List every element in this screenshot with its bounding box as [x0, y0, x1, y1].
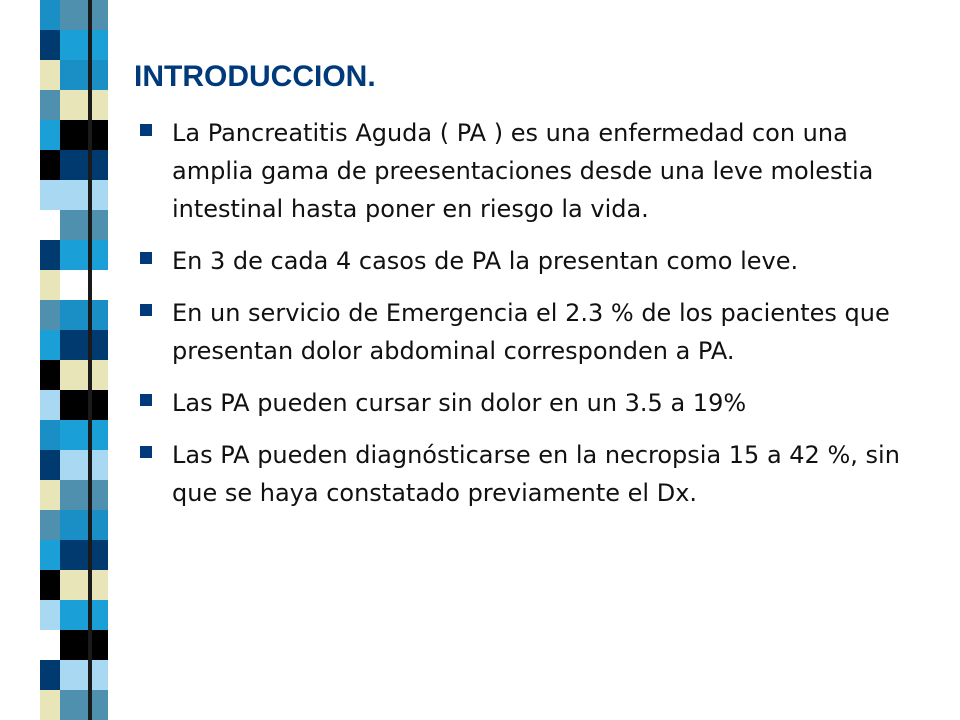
stripe-segment — [60, 120, 108, 150]
stripe-segment — [60, 240, 108, 270]
bullet-item — [140, 242, 930, 280]
stripe-segment — [60, 600, 108, 630]
stripe-segment — [60, 360, 108, 390]
bullet-item — [140, 384, 930, 422]
bullet-text: Las PA pueden cursar sin dolor en un 3.5 a 19% — [172, 389, 747, 417]
stripe-segment — [60, 630, 108, 660]
slide-title: INTRODUCCION. — [134, 60, 376, 93]
stripe-segment — [60, 660, 108, 690]
stripe-segment — [60, 690, 108, 720]
stripe-segment — [60, 60, 108, 90]
bullet-square-icon — [140, 446, 152, 458]
stripe-segment — [60, 540, 108, 570]
stripe-segment — [60, 270, 108, 300]
stripe-segment — [60, 180, 108, 210]
stripe-segment — [60, 300, 108, 330]
stripe-column-right — [60, 0, 108, 720]
stripe-segment — [60, 30, 108, 60]
bullet-text: La Pancreatitis Aguda ( PA ) es una enfermedad con una amplia gama de preesentaciones desde una leve molestia intestinal hasta poner en riesgo la vida. — [172, 119, 874, 223]
stripe-segment — [60, 450, 108, 480]
stripe-segment — [60, 330, 108, 360]
stripe-segment — [60, 90, 108, 120]
bullet-item — [140, 114, 930, 228]
bullet-square-icon — [140, 124, 152, 136]
stripe-segment — [60, 570, 108, 600]
stripe-segment — [60, 0, 108, 30]
bullet-text: En 3 de cada 4 casos de PA la presentan como leve. — [172, 247, 799, 275]
stripe-segment — [60, 480, 108, 510]
bullet-item — [140, 294, 930, 370]
bullet-text: Las PA pueden diagnósticarse en la necropsia 15 a 42 %, sin que se haya constatado previamente el Dx. — [172, 441, 900, 507]
stripe-segment — [60, 390, 108, 420]
stripe-segment — [60, 150, 108, 180]
stripe-segment — [60, 210, 108, 240]
stripe-edge-line — [88, 0, 92, 720]
bullet-square-icon — [140, 304, 152, 316]
bullet-square-icon — [140, 252, 152, 264]
bullet-list — [140, 114, 930, 526]
stripe-segment — [60, 510, 108, 540]
bullet-square-icon — [140, 394, 152, 406]
bullet-text: En un servicio de Emergencia el 2.3 % de los pacientes que presentan dolor abdominal corresponden a PA. — [172, 299, 890, 365]
bullet-item — [140, 436, 930, 512]
stripe-segment — [60, 420, 108, 450]
